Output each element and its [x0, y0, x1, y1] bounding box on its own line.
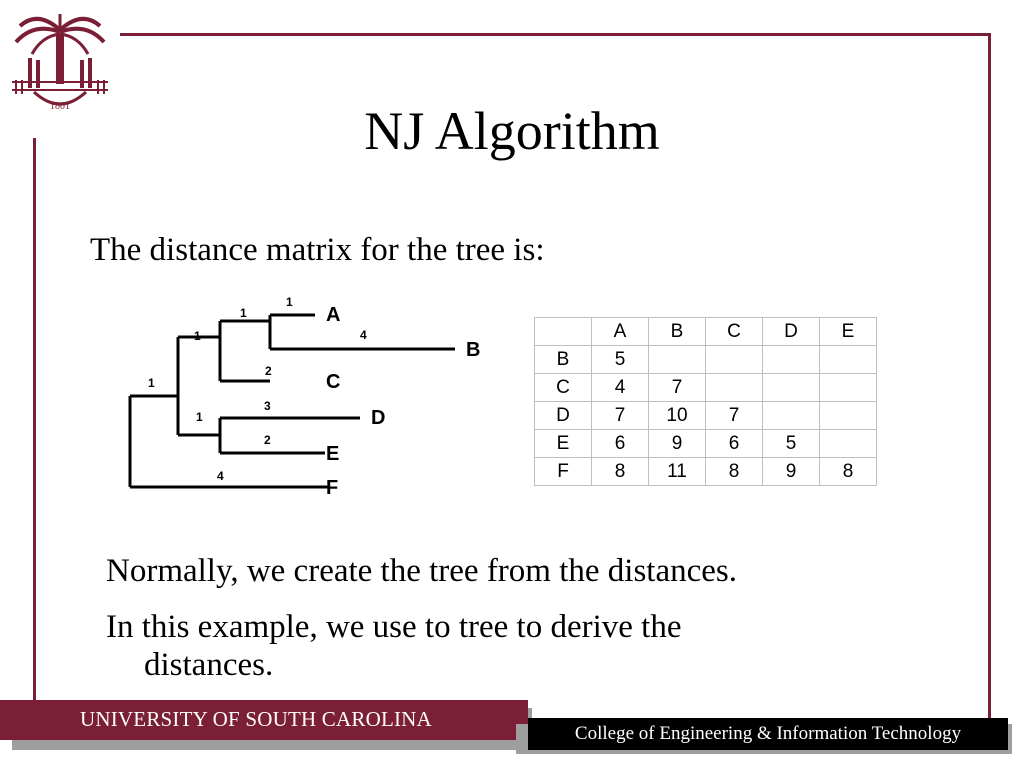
phylogenetic-tree-diagram — [120, 290, 500, 500]
table-row — [535, 374, 877, 402]
table-cell — [649, 346, 706, 374]
table-cell: 4 — [592, 374, 649, 402]
frame-left-rule — [33, 138, 36, 710]
table-cell — [706, 374, 763, 402]
table-cell: 7 — [706, 402, 763, 430]
frame-top-rule — [120, 33, 990, 36]
table-header-cell: B — [649, 318, 706, 346]
table-cell: 5 — [763, 430, 820, 458]
edge-label-de-inner: 1 — [196, 410, 203, 424]
bullet-second — [106, 608, 866, 684]
table-cell: 7 — [649, 374, 706, 402]
edge-label-c: 2 — [265, 364, 272, 378]
table-cell: 9 — [649, 430, 706, 458]
bullet-first: Normally, we create the tree from the distances. — [106, 553, 737, 589]
table-cell: 10 — [649, 402, 706, 430]
table-header-cell: C — [706, 318, 763, 346]
table-row — [535, 346, 877, 374]
table-row-label: D — [535, 402, 592, 430]
table-cell — [820, 346, 877, 374]
table-header-cell: E — [820, 318, 877, 346]
edge-label-root-upper: 1 — [148, 376, 155, 390]
table-header-cell — [535, 318, 592, 346]
table-cell — [763, 374, 820, 402]
edge-label-ab-inner: 1 — [240, 306, 247, 320]
edge-label-a: 1 — [286, 295, 293, 309]
leaf-label-a: A — [326, 304, 341, 326]
leaf-label-c: C — [326, 371, 341, 393]
table-row-label: C — [535, 374, 592, 402]
table-row-label: E — [535, 430, 592, 458]
leaf-label-b: B — [466, 339, 481, 361]
distance-matrix-table — [534, 317, 877, 486]
edge-label-e: 2 — [264, 433, 271, 447]
bullet-second-line1: In this example, we use to tree to derive the — [106, 609, 682, 645]
slide-title: NJ Algorithm — [364, 101, 660, 161]
university-name: UNIVERSITY OF SOUTH CAROLINA — [80, 707, 432, 731]
table-row — [535, 458, 877, 486]
table-row — [535, 402, 877, 430]
edge-label-d: 3 — [264, 399, 271, 413]
intro-text: The distance matrix for the tree is: — [90, 232, 545, 268]
table-cell: 11 — [649, 458, 706, 486]
table-cell: 8 — [820, 458, 877, 486]
edge-label-f: 4 — [217, 469, 224, 483]
root-branch — [130, 396, 330, 487]
table-cell: 6 — [706, 430, 763, 458]
table-cell — [820, 374, 877, 402]
table-cell: 9 — [763, 458, 820, 486]
table-header-cell: D — [763, 318, 820, 346]
table-cell — [820, 402, 877, 430]
table-row — [535, 430, 877, 458]
table-header-cell: A — [592, 318, 649, 346]
leaf-label-f: F — [326, 477, 339, 499]
table-row-label: B — [535, 346, 592, 374]
table-cell — [706, 346, 763, 374]
leaf-label-d: D — [371, 407, 386, 429]
table-cell: 5 — [592, 346, 649, 374]
table-cell: 8 — [706, 458, 763, 486]
table-cell — [820, 430, 877, 458]
logo-year: 1801 — [50, 101, 70, 112]
table-cell: 7 — [592, 402, 649, 430]
table-cell — [763, 402, 820, 430]
ab-branch — [220, 321, 270, 381]
table-cell: 8 — [592, 458, 649, 486]
table-header-row — [535, 318, 877, 346]
table-row-label: F — [535, 458, 592, 486]
table-cell — [763, 346, 820, 374]
edge-label-b: 4 — [360, 328, 367, 342]
edge-label-upper-inner: 1 — [194, 329, 201, 343]
college-name: College of Engineering & Information Technology — [574, 723, 962, 744]
leaf-label-e: E — [326, 443, 340, 465]
table-cell: 6 — [592, 430, 649, 458]
bullet-second-line2: distances. — [144, 647, 274, 683]
